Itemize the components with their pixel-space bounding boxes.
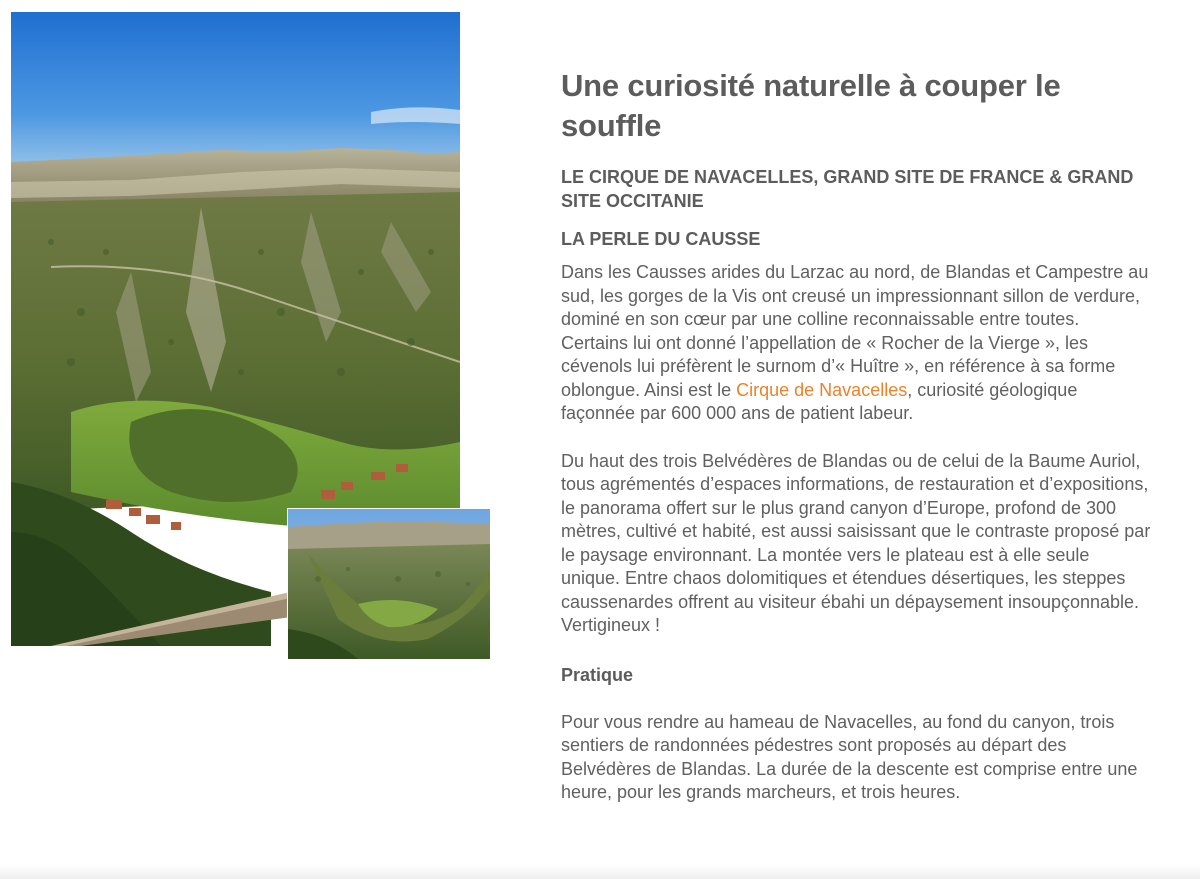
article-subtitle: LE CIRQUE DE NAVACELLES, GRAND SITE DE FRANCE & GRAND SITE OCCITANIE	[561, 167, 1134, 211]
belvederes-paragraph: Du haut des trois Belvédères de Blandas ou de celui de la Baume Auriol, tous agrémentés d’espaces informations, de restauration et d’expositions, le panorama offert sur le plus grand canyon d’Europe, profond de 300 mètres, cultivé et habité, est aussi saisissant que le contraste proposé par le paysage environnant. La montée vers le plateau est à elle seule unique. Entre chaos dolomitiques et étendues désertiques, les steppes caussenardes offrent au visiteur ébahi un dépaysement insoupçonnable. Vertigineux !	[561, 450, 1151, 635]
cirque-de-navacelles-link[interactable]: Cirque de Navacelles	[736, 379, 908, 400]
section-heading: LA PERLE DU CAUSSE	[561, 229, 761, 249]
practical-heading: Pratique	[561, 664, 634, 685]
inset-canyon-photo	[288, 509, 490, 659]
bottom-fade	[0, 865, 1200, 879]
page-title: Une curiosité naturelle à couper le souffle	[561, 68, 1061, 143]
article	[561, 66, 1151, 805]
intro-paragraph	[561, 261, 1151, 426]
practical-paragraph: Pour vous rendre au hameau de Navacelles, au fond du canyon, trois sentiers de randonnées pédestres sont proposés au départ des Belvédères de Blandas. La durée de la descente est comprise entre une heure, pour les grands marcheurs, et trois heures.	[561, 711, 1138, 802]
intro-text-before-link: Dans les Causses arides du Larzac au nord, de Blandas et Campestre au sud, les gorges de la Vis ont creusé un impressionnant sillon de verdure, dominé en son cœur par une colline reconnaissable entre toutes. Certains lui ont donné l’appellation de « Rocher de la Vierge », les cévenols lui préfèrent le surnom d’« Huître », en référence à sa forme oblongue. Ainsi est le	[561, 262, 1149, 400]
intro-text-after-link: , curiosité géologique façonnée par 600 000 ans de patient labeur.	[561, 379, 1078, 423]
